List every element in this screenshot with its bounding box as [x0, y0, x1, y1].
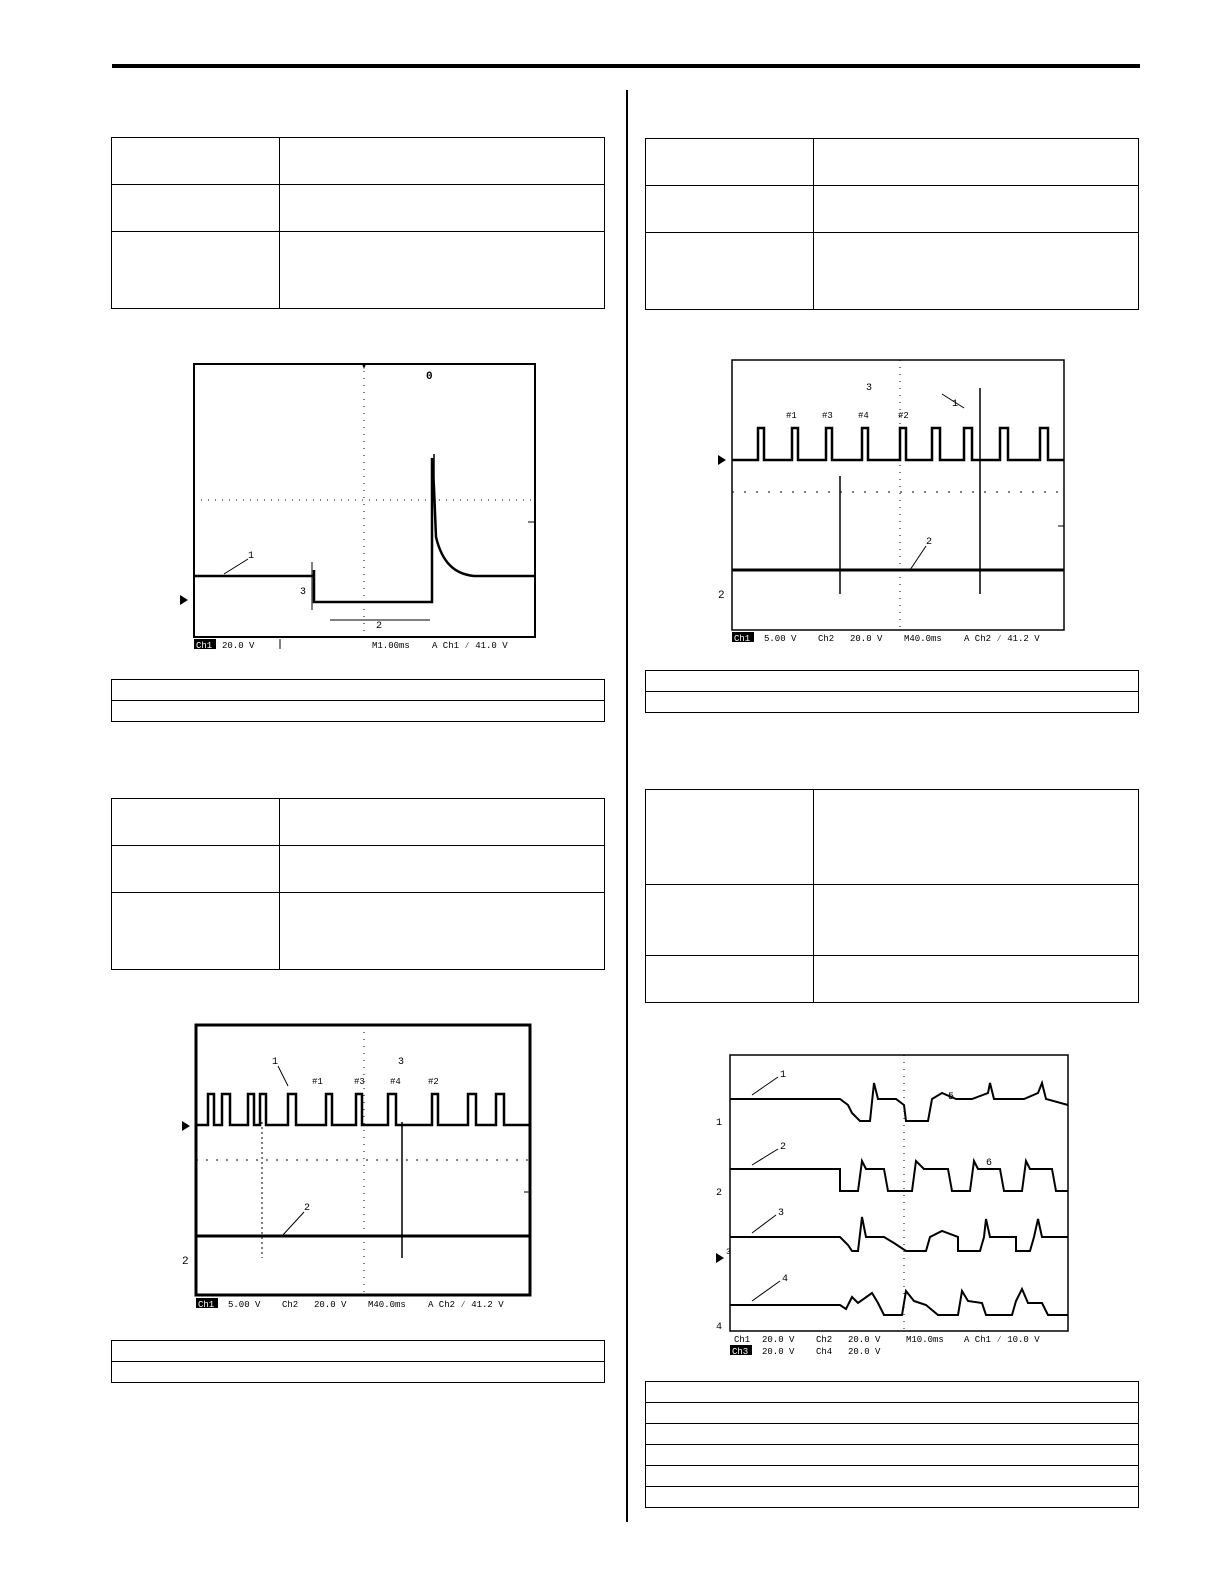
waveform-ch3: [730, 1217, 1068, 1251]
table-row: [112, 680, 605, 701]
oscilloscope-4: [712, 1053, 1074, 1358]
ch1-tag: Ch1: [734, 634, 751, 644]
spec-value: [814, 885, 1139, 956]
table-row: [646, 1445, 1139, 1466]
callout-3: 3: [398, 1057, 405, 1068]
pulse-label-4: #4: [858, 411, 869, 421]
ch1-scale: 5.00 V: [228, 1300, 261, 1310]
spec-table-4: [645, 789, 1139, 1003]
waveform-ch1: [196, 1094, 530, 1125]
waveform-ch2: [730, 1161, 1068, 1191]
ch4-scale: 20.0 V: [848, 1347, 881, 1357]
scope-frame: [194, 364, 535, 637]
spec-value: [814, 139, 1139, 186]
trigger-readout: A Ch2 ∕ 41.2 V: [428, 1300, 504, 1310]
callout-2: 2: [376, 621, 383, 632]
trigger-readout: A Ch1 ∕ 10.0 V: [964, 1335, 1040, 1345]
scope-frame: [732, 360, 1064, 630]
legend-table-4: [645, 1381, 1139, 1508]
channel-3-marker: 3: [726, 1248, 731, 1257]
table-row: [646, 1466, 1139, 1487]
table-row: [112, 1341, 605, 1362]
ground-marker-icon: [182, 1121, 190, 1131]
timebase: M1.00ms: [372, 641, 410, 651]
waveform-ch4: [730, 1289, 1068, 1315]
table-row: [646, 233, 1139, 310]
legend-cell: [112, 701, 605, 722]
channel-4-marker: 4: [716, 1322, 723, 1333]
spec-label: [646, 186, 814, 233]
legend-cell: [646, 1424, 1139, 1445]
table-row: [112, 846, 605, 893]
callout-leader: [278, 1066, 288, 1086]
callout-1: 1: [780, 1070, 787, 1081]
spec-label: [646, 956, 814, 1003]
ch3-tag: Ch3: [732, 1347, 749, 1357]
callout-leader: [282, 1212, 304, 1236]
spec-value: [280, 893, 605, 970]
table-row: [646, 790, 1139, 885]
trigger-symbol: 0: [426, 371, 433, 383]
spec-label: [646, 885, 814, 956]
spec-value: [814, 790, 1139, 885]
ground-marker-icon: [718, 455, 726, 465]
pulse-label-3: #3: [822, 411, 833, 421]
spec-table-1: [111, 137, 605, 309]
ch1-tag: Ch1: [198, 1300, 215, 1310]
scope-frame: [730, 1055, 1068, 1331]
spec-label: [112, 846, 280, 893]
callout-1: 1: [272, 1057, 279, 1068]
table-row: [112, 893, 605, 970]
table-row: [646, 1403, 1139, 1424]
legend-table-1: [111, 679, 605, 722]
ch2-scale: 20.0 V: [848, 1335, 881, 1345]
callout-leader: [910, 546, 926, 570]
spec-label: [112, 138, 280, 185]
trigger-readout: A Ch1 ∕ 41.0 V: [432, 641, 508, 651]
callout-leader: [752, 1215, 776, 1233]
oscilloscope-2: [178, 1022, 534, 1312]
callout-3: 3: [866, 383, 873, 394]
legend-cell: [112, 1341, 605, 1362]
callout-3: 3: [300, 587, 307, 598]
ground-marker-icon: [716, 1253, 724, 1263]
table-row: [112, 138, 605, 185]
spec-label: [112, 799, 280, 846]
waveform-ch1: [194, 458, 535, 602]
legend-table-3: [645, 670, 1139, 713]
spec-label: [646, 233, 814, 310]
ch3-scale: 20.0 V: [762, 1347, 795, 1357]
ch4-tag: Ch4: [816, 1347, 833, 1357]
table-row: [112, 232, 605, 309]
pulse-label-4: #4: [390, 1077, 401, 1087]
table-row: [646, 692, 1139, 713]
table-row: [646, 671, 1139, 692]
legend-cell: [112, 1362, 605, 1383]
callout-1: 1: [952, 399, 959, 410]
oscilloscope-3: [714, 358, 1070, 644]
spec-value: [814, 186, 1139, 233]
callout-3: 3: [778, 1208, 785, 1219]
header-rule: [112, 64, 1140, 68]
spec-value: [280, 185, 605, 232]
waveform-ch1: [730, 1083, 1068, 1121]
trigger-position-marker: [362, 364, 366, 369]
ch1-scale: 5.00 V: [764, 634, 797, 644]
table-row: [646, 956, 1139, 1003]
legend-cell: [112, 680, 605, 701]
spec-label: [112, 185, 280, 232]
table-row: [646, 139, 1139, 186]
table-row: [112, 701, 605, 722]
waveform-ch1: [732, 428, 1064, 460]
legend-cell: [646, 1403, 1139, 1424]
channel-2-marker: 2: [718, 590, 725, 602]
table-row: [112, 185, 605, 232]
table-row: [646, 885, 1139, 956]
callout-6: 6: [986, 1158, 993, 1169]
oscilloscope-1: [176, 362, 541, 652]
spec-label: [112, 893, 280, 970]
spec-label: [112, 232, 280, 309]
column-divider: [626, 90, 628, 1522]
ch1-tag: Ch1: [734, 1335, 751, 1345]
callout-leader: [752, 1281, 780, 1301]
channel-2-marker: 2: [716, 1188, 723, 1199]
oscilloscope-2-screen: [178, 1022, 534, 1312]
channel-1-marker: 1: [716, 1118, 723, 1129]
legend-cell: [646, 1382, 1139, 1403]
pulse-label-2: #2: [898, 411, 909, 421]
channel-2-marker: 2: [182, 1256, 189, 1268]
oscilloscope-1-screen: [176, 362, 541, 652]
legend-cell: [646, 1487, 1139, 1508]
ch2-scale: 20.0 V: [850, 634, 883, 644]
table-row: [646, 1424, 1139, 1445]
table-row: [112, 799, 605, 846]
callout-2: 2: [780, 1142, 787, 1153]
pulse-label-3: #3: [354, 1077, 365, 1087]
callout-2: 2: [926, 537, 933, 548]
callout-leader: [752, 1077, 778, 1095]
spec-value: [280, 846, 605, 893]
ch2-scale: 20.0 V: [314, 1300, 347, 1310]
spec-table-2: [111, 798, 605, 970]
legend-cell: [646, 1466, 1139, 1487]
oscilloscope-3-screen: [714, 358, 1070, 644]
spec-value: [280, 138, 605, 185]
ch1-scale: 20.0 V: [222, 641, 255, 651]
callout-leader: [752, 1149, 778, 1165]
pulse-label-1: #1: [786, 411, 797, 421]
ch1-scale: 20.0 V: [762, 1335, 795, 1345]
spec-value: [280, 799, 605, 846]
table-row: [646, 1487, 1139, 1508]
timebase: M40.0ms: [368, 1300, 406, 1310]
spec-label: [646, 790, 814, 885]
callout-2: 2: [304, 1203, 311, 1214]
ch1-tag: Ch1: [196, 641, 213, 651]
legend-cell: [646, 692, 1139, 713]
callout-5: 5: [948, 1092, 955, 1103]
table-row: [646, 186, 1139, 233]
ch2-tag: Ch2: [818, 634, 835, 644]
callout-4: 4: [782, 1274, 789, 1285]
pulse-label-2: #2: [428, 1077, 439, 1087]
oscilloscope-4-screen: [712, 1053, 1074, 1358]
timebase: M40.0ms: [904, 634, 942, 644]
trigger-readout: A Ch2 ∕ 41.2 V: [964, 634, 1040, 644]
spec-table-3: [645, 138, 1139, 310]
timebase: M10.0ms: [906, 1335, 944, 1345]
spec-value: [814, 233, 1139, 310]
table-row: [646, 1382, 1139, 1403]
ch2-tag: Ch2: [282, 1300, 299, 1310]
spec-label: [646, 139, 814, 186]
spec-value: [814, 956, 1139, 1003]
spec-value: [280, 232, 605, 309]
ch2-tag: Ch2: [816, 1335, 833, 1345]
pulse-label-1: #1: [312, 1077, 323, 1087]
table-row: [112, 1362, 605, 1383]
legend-cell: [646, 1445, 1139, 1466]
callout-leader: [224, 559, 248, 574]
legend-cell: [646, 671, 1139, 692]
callout-1: 1: [248, 551, 255, 562]
ground-marker-icon: [180, 595, 188, 605]
legend-table-2: [111, 1340, 605, 1383]
